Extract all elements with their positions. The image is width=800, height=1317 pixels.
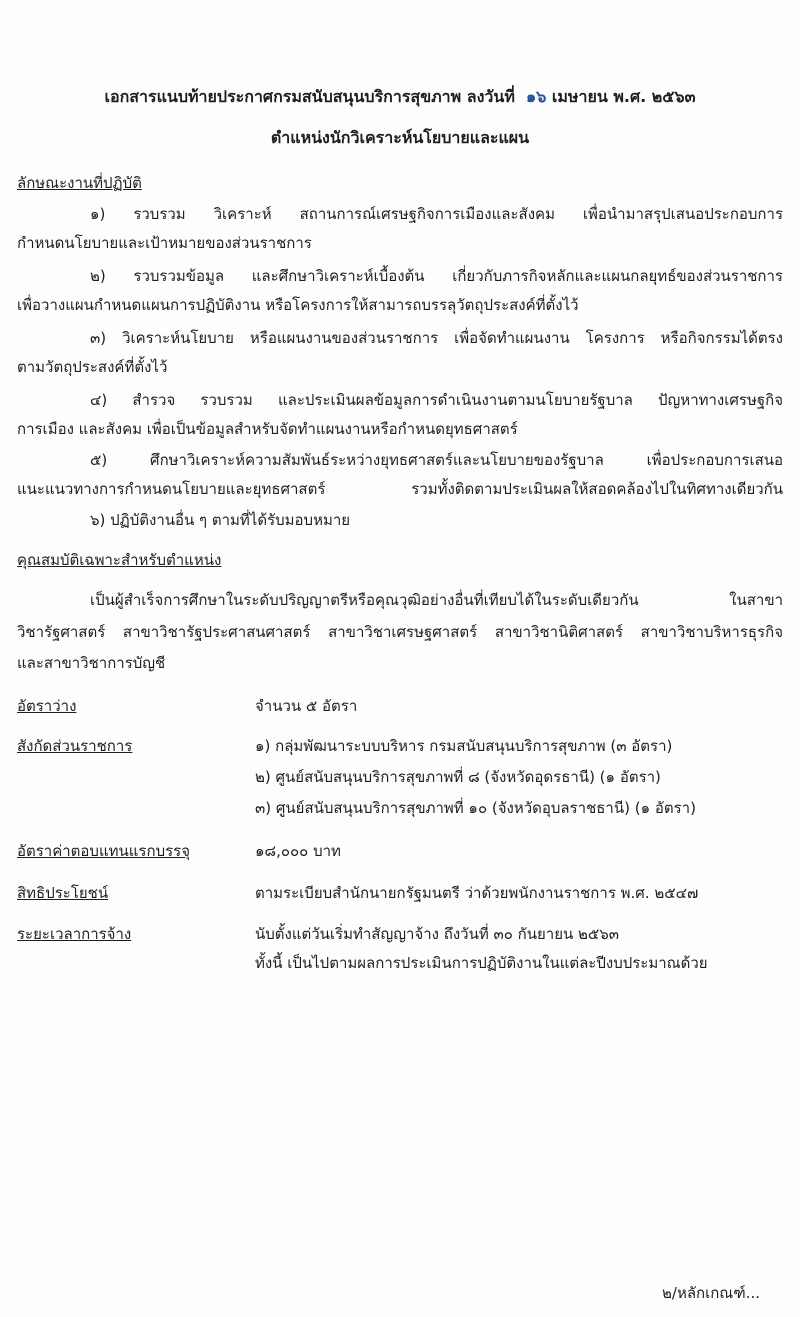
duty-5-line2: แนะแนวทางการกำหนดนโยบายและยุทธศาสตร์ รวมทั้งติดตามประเมินผลให้สอดคล้องไปในทิศทางเดียวกัน (17, 480, 783, 498)
duty-4-line2: การเมือง และสังคม เพื่อเป็นข้อมูลสำหรับจัดทำแผนงานหรือกำหนดยุทธศาสตร์ (17, 420, 518, 438)
benefits-label: สิทธิประโยชน์ (17, 884, 109, 902)
duty-1-line2: กำหนดนโยบายและเป้าหมายของส่วนราชการ (17, 234, 312, 252)
duty-3-line1: ๓) วิเคราะห์นโยบาย หรือแผนงานของส่วนราชการ เพื่อจัดทำแผนงาน โครงการ หรือกิจกรรมได้ตรง (90, 329, 783, 347)
duties-heading: ลักษณะงานที่ปฏิบัติ (17, 174, 142, 192)
vacancy-value: จำนวน ๕ อัตรา (255, 697, 358, 715)
title-suffix: เมษายน พ.ศ. ๒๕๖๓ (551, 87, 696, 106)
period-label: ระยะเวลาการจ้าง (17, 925, 132, 943)
duty-5-line1: ๕) ศึกษาวิเคราะห์ความสัมพันธ์ระหว่างยุทธศาสตร์และนโยบายของรัฐบาล เพื่อประกอบการเสนอ (90, 451, 783, 469)
department-item-1: ๑) กลุ่มพัฒนาระบบบริหาร กรมสนับสนุนบริการสุขภาพ (๓ อัตรา) (255, 737, 673, 755)
page-continuation: ๒/หลักเกณฑ์... (662, 1284, 760, 1302)
duty-3-line2: ตามวัตถุประสงค์ที่ตั้งไว้ (17, 358, 168, 376)
period-line1: นับตั้งแต่วันเริ่มทำสัญญาจ้าง ถึงวันที่ ๓๐ กันยายน ๒๕๖๓ (255, 925, 620, 943)
qualifications-line3: และสาขาวิชาการบัญชี (17, 654, 166, 672)
duty-2-line2: เพื่อวางแผนกำหนดแผนการปฏิบัติงาน หรือโครงการให้สามารถบรรลุวัตถุประสงค์ที่ตั้งไว้ (17, 296, 579, 314)
duty-2-line1: ๒) รวบรวมข้อมูล และศึกษาวิเคราะห์เบื้องต้น เกี่ยวกับภารกิจหลักและแผนกลยุทธ์ของส่วนราชการ (90, 267, 783, 285)
qualifications-line2: วิชารัฐศาสตร์ สาขาวิชารัฐประศาสนศาสตร์ สาขาวิชาเศรษฐศาสตร์ สาขาวิชานิติศาสตร์ สาขาวิชาบริหารธุรกิจ (17, 623, 783, 641)
duty-6-line1: ๖) ปฏิบัติงานอื่น ๆ ตามที่ได้รับมอบหมาย (90, 511, 351, 529)
duty-1-line1: ๑) รวบรวม วิเคราะห์ สถานการณ์เศรษฐกิจการเมืองและสังคม เพื่อนำมาสรุปเสนอประกอบการ (90, 205, 783, 223)
title-day: ๑๖ (526, 87, 547, 106)
salary-value: ๑๘,๐๐๐ บาท (255, 842, 341, 860)
title-prefix: เอกสารแนบท้ายประกาศกรมสนับสนุนบริการสุขภาพ ลงวันที่ (104, 87, 515, 106)
duty-4-line1: ๔) สำรวจ รวบรวม และประเมินผลข้อมูลการดำเนินงานตามนโยบายรัฐบาล ปัญหาทางเศรษฐกิจ (90, 391, 783, 409)
department-item-3: ๓) ศูนย์สนับสนุนบริการสุขภาพที่ ๑๐ (จังหวัดอุบลราชธานี) (๑ อัตรา) (255, 799, 696, 817)
benefits-value: ตามระเบียบสำนักนายกรัฐมนตรี ว่าด้วยพนักงานราชการ พ.ศ. ๒๕๔๗ (255, 884, 699, 902)
document-title (0, 87, 800, 107)
department-item-2: ๒) ศูนย์สนับสนุนบริการสุขภาพที่ ๘ (จังหวัดอุดรธานี) (๑ อัตรา) (255, 768, 661, 786)
salary-label: อัตราค่าตอบแทนแรกบรรจุ (17, 842, 190, 860)
qualifications-line1: เป็นผู้สำเร็จการศึกษาในระดับปริญญาตรีหรือคุณวุฒิอย่างอื่นที่เทียบได้ในระดับเดียวกัน ในสาขา (90, 591, 783, 609)
position-title: ตำแหน่งนักวิเคราะห์นโยบายและแผน (270, 128, 530, 147)
qualifications-heading: คุณสมบัติเฉพาะสำหรับตำแหน่ง (17, 551, 222, 569)
department-label: สังกัดส่วนราชการ (17, 737, 133, 755)
vacancy-label: อัตราว่าง (17, 697, 77, 715)
period-line2: ทั้งนี้ เป็นไปตามผลการประเมินการปฏิบัติงานในแต่ละปีงบประมาณด้วย (255, 954, 708, 972)
